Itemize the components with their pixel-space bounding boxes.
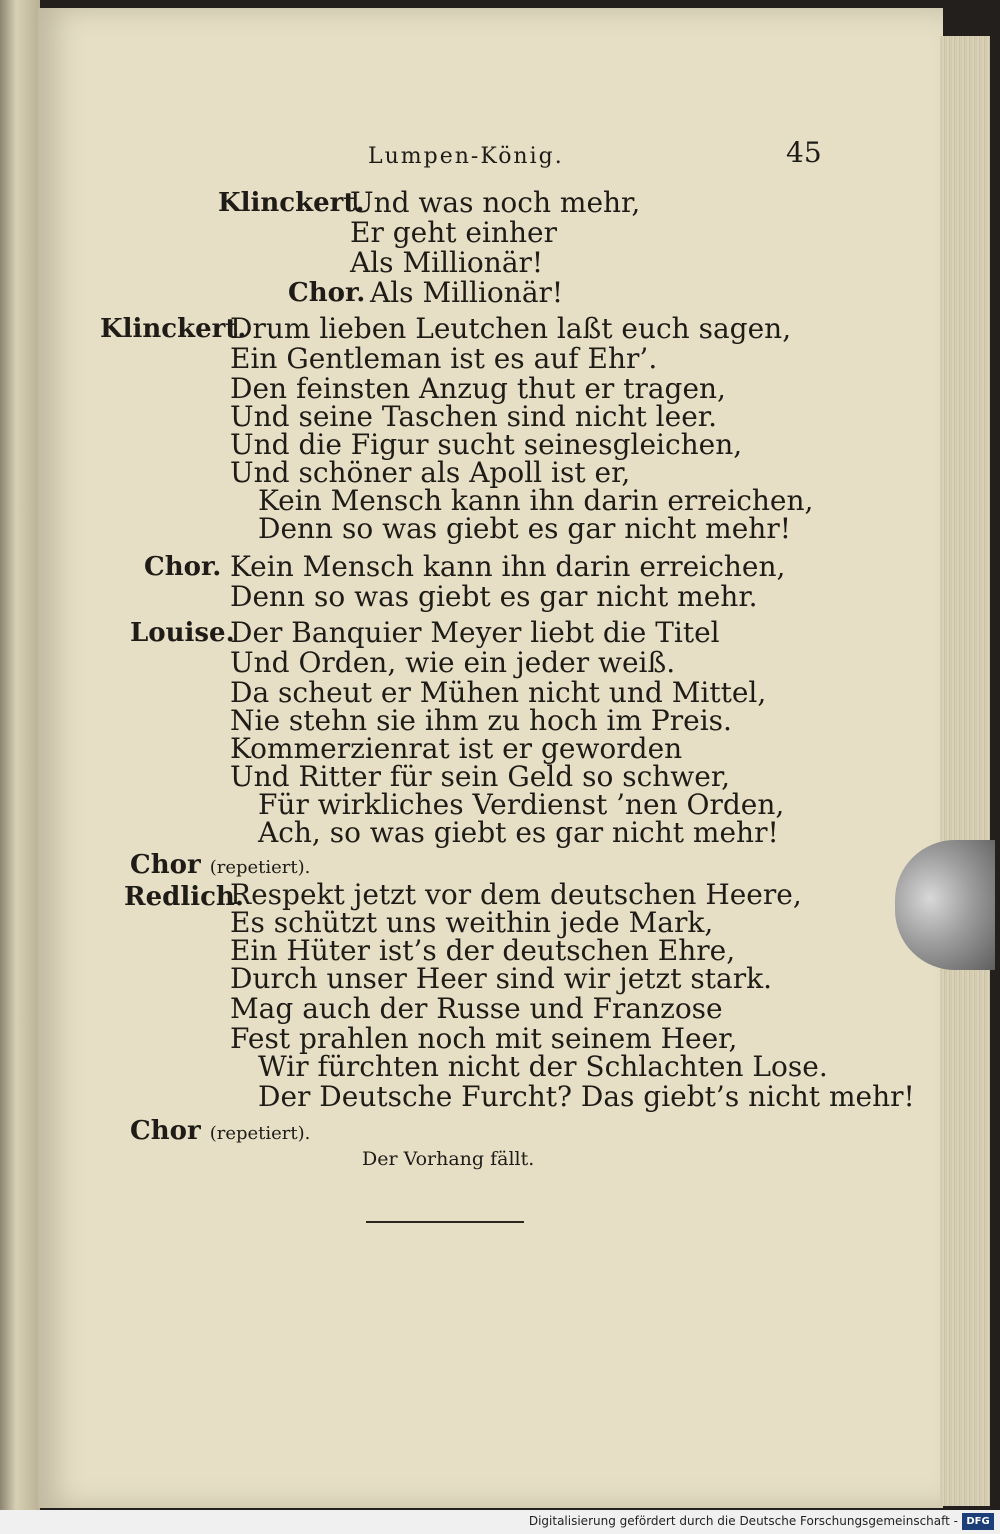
- verse-line: Respekt jetzt vor dem deutschen Heere,: [230, 878, 802, 911]
- page-number: 45: [786, 136, 822, 169]
- verse-line: Er geht einher: [350, 216, 557, 249]
- verse-line: Drum lieben Leutchen laßt euch sagen,: [230, 312, 792, 345]
- footer-credit: Digitalisierung gefördert durch die Deutsche Forschungsgemeinschaft -: [528, 1514, 958, 1528]
- verse-line: Als Millionär!: [370, 276, 564, 309]
- end-rule: [366, 1221, 524, 1223]
- verse-line: Und schöner als Apoll ist er,: [230, 456, 631, 489]
- verse-line: Fest prahlen noch mit seinem Heer,: [230, 1022, 738, 1055]
- speaker-name: Chor: [130, 850, 201, 880]
- verse-line: Denn so was giebt es gar nicht mehr.: [230, 580, 758, 613]
- verse-line: Wir fürchten nicht der Schlachten Lose.: [258, 1050, 828, 1083]
- dfg-logo: DFG: [962, 1513, 994, 1530]
- speaker-name: Chor.: [144, 552, 222, 582]
- verse-line: Und Orden, wie ein jeder weiß.: [230, 646, 676, 679]
- verse-line: Kein Mensch kann ihn darin erreichen,: [230, 550, 786, 583]
- verse-line: Ach, so was giebt es gar nicht mehr!: [258, 816, 779, 849]
- stage-direction: (repetiert).: [209, 857, 311, 878]
- speaker-name: Chor: [130, 1116, 201, 1146]
- curtain-direction: Der Vorhang fällt.: [362, 1148, 535, 1170]
- verse-line: Es schützt uns weithin jede Mark,: [230, 906, 714, 939]
- verse-line: Ein Hüter ist’s der deutschen Ehre,: [230, 934, 736, 967]
- verse-line: Und was noch mehr,: [350, 186, 641, 219]
- verse-line: Der Deutsche Furcht? Das giebt’s nicht mehr!: [258, 1080, 915, 1113]
- verse-line: Und die Figur sucht seinesgleichen,: [230, 428, 743, 461]
- chorus-marker: [130, 850, 310, 880]
- verse-line: Als Millionär!: [350, 246, 544, 279]
- running-title: Lumpen-König.: [368, 144, 564, 169]
- verse-line: Und seine Taschen sind nicht leer.: [230, 400, 717, 433]
- speaker-name: Chor.: [288, 278, 366, 308]
- chorus-marker: [130, 1116, 310, 1146]
- footer-bar: [0, 1510, 1000, 1534]
- stage-direction: (repetiert).: [209, 1123, 311, 1144]
- verse-line: Kein Mensch kann ihn darin erreichen,: [258, 484, 814, 517]
- verse-line: Durch unser Heer sind wir jetzt stark.: [230, 962, 772, 995]
- verse-line: Mag auch der Russe und Franzose: [230, 992, 723, 1025]
- verse-line: Da scheut er Mühen nicht und Mittel,: [230, 676, 767, 709]
- verse-line: Den feinsten Anzug thut er tragen,: [230, 372, 726, 405]
- speaker-name: Louise.: [130, 618, 235, 648]
- page-clip: [895, 840, 995, 970]
- verse-line: Der Banquier Meyer liebt die Titel: [230, 616, 720, 649]
- verse-line: Und Ritter für sein Geld so schwer,: [230, 760, 731, 793]
- left-page-edge: [0, 0, 40, 1510]
- speaker-name: Redlich.: [124, 882, 244, 912]
- verse-line: Denn so was giebt es gar nicht mehr!: [258, 512, 791, 545]
- speaker-name: Klinckert.: [218, 188, 365, 218]
- verse-line: Für wirkliches Verdienst ’nen Orden,: [258, 788, 785, 821]
- speaker-name: Klinckert.: [100, 314, 247, 344]
- verse-line: Nie stehn sie ihm zu hoch im Preis.: [230, 704, 732, 737]
- page-edges: [940, 36, 990, 1506]
- verse-line: Ein Gentleman ist es auf Ehr’.: [230, 342, 658, 375]
- verse-line: Kommerzienrat ist er geworden: [230, 732, 683, 765]
